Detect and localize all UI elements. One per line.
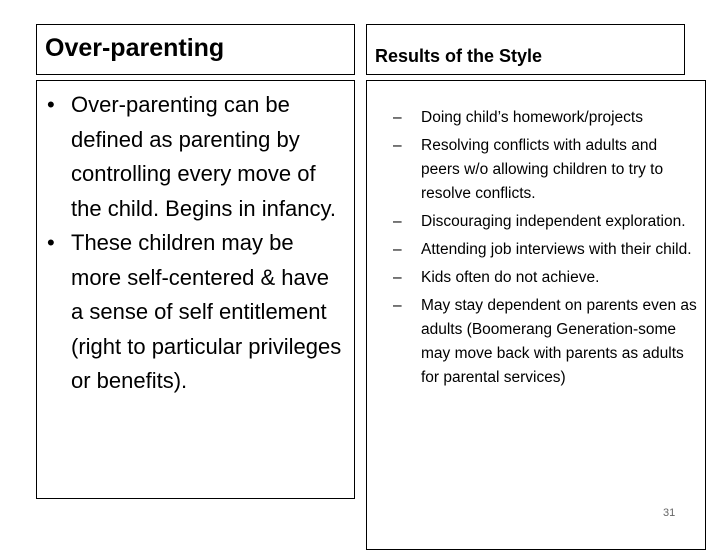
- list-item: [379, 266, 697, 290]
- list-item: [379, 294, 697, 390]
- left-content-box: [36, 80, 355, 499]
- result-text: May stay dependent on parents even as adults (Boomerang Generation-some may move back with parents as adults for parental services): [421, 297, 697, 386]
- dash-marker: –: [393, 213, 402, 230]
- list-item: [47, 226, 347, 399]
- right-content-box: [366, 80, 706, 550]
- bullet-text: These children may be more self-centered & have a sense of self entitlement (right to particular privileges or benefits).: [71, 230, 342, 393]
- left-bullet-list: [47, 88, 347, 399]
- dash-marker: –: [393, 109, 402, 126]
- list-item: [379, 238, 697, 262]
- bullet-marker: •: [47, 230, 55, 255]
- results-list: [379, 106, 697, 394]
- bullet-text: Over-parenting can be defined as parenting by controlling every move of the child. Begins in infancy.: [71, 92, 336, 221]
- result-text: Discouraging independent exploration.: [421, 213, 686, 230]
- left-title-box: [36, 24, 355, 75]
- result-text: Kids often do not achieve.: [421, 269, 600, 286]
- right-title-box: [366, 24, 685, 75]
- list-item: [379, 106, 697, 130]
- list-item: [379, 210, 697, 234]
- dash-marker: –: [393, 241, 402, 258]
- dash-marker: –: [393, 269, 402, 286]
- right-title: Results of the Style: [375, 46, 543, 66]
- result-text: Resolving conflicts with adults and peers w/o allowing children to try to resolve conflicts.: [421, 137, 664, 202]
- page-number: 31: [663, 507, 676, 519]
- dash-marker: –: [393, 137, 402, 154]
- list-item: [379, 134, 697, 206]
- dash-marker: –: [393, 297, 402, 314]
- left-title: Over-parenting: [45, 34, 225, 62]
- bullet-marker: •: [47, 92, 55, 117]
- result-text: Attending job interviews with their child.: [421, 241, 692, 258]
- list-item: [47, 88, 347, 226]
- result-text: Doing child’s homework/projects: [421, 109, 643, 126]
